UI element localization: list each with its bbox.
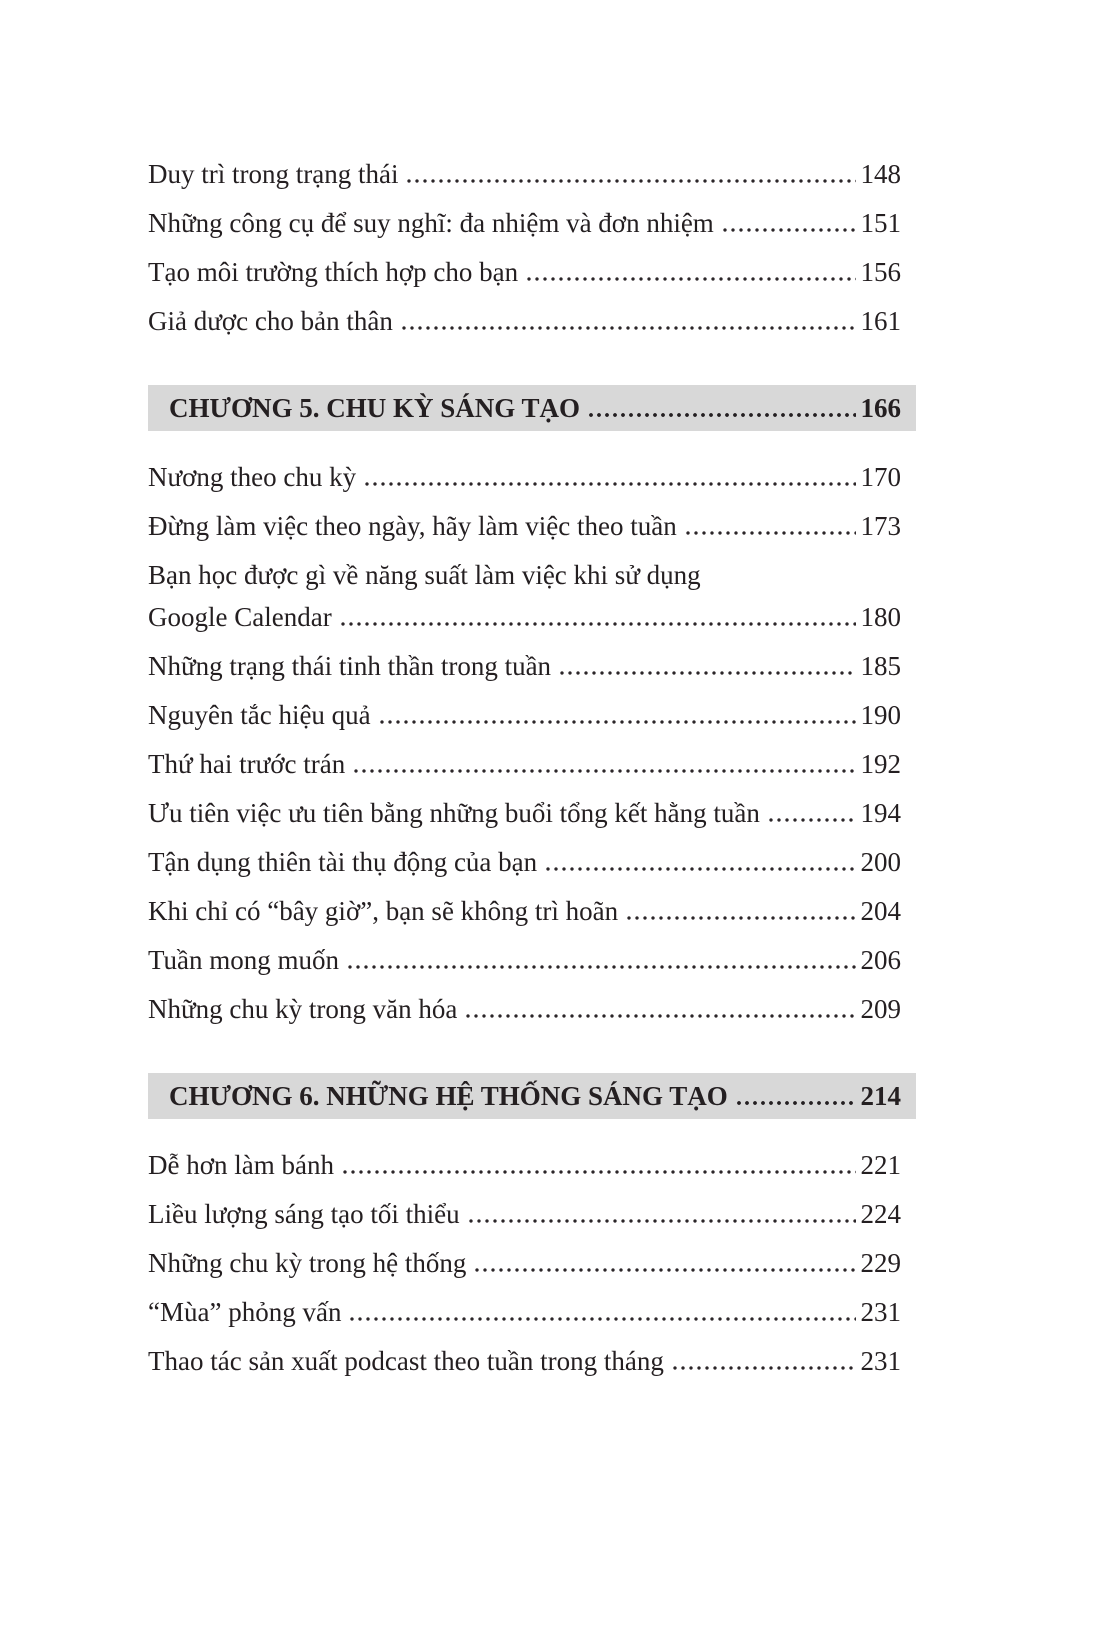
toc-entry xyxy=(148,158,916,190)
toc-entry-page: 161 xyxy=(860,306,901,336)
toc-entry-title: Thứ hai trước trán xyxy=(148,749,346,779)
toc-entry-page: 192 xyxy=(860,749,901,779)
toc-entry xyxy=(148,510,916,542)
chapter-heading xyxy=(148,1073,916,1119)
toc-entry-title: Những trạng thái tinh thần trong tuần xyxy=(148,651,552,681)
toc-entry-title: Duy trì trong trạng thái xyxy=(148,159,399,189)
toc-entry-title: “Mùa” phỏng vấn xyxy=(148,1297,342,1327)
chapter-heading-page: 166 xyxy=(860,393,901,423)
toc-entry xyxy=(148,748,916,780)
dot-leader xyxy=(400,326,856,330)
toc-entry-page: 151 xyxy=(860,208,901,238)
toc-entry xyxy=(148,650,916,682)
dot-leader xyxy=(363,482,855,486)
toc-entry-title: Những chu kỳ trong hệ thống xyxy=(148,1248,467,1278)
toc-entry xyxy=(148,699,916,731)
toc-entry xyxy=(148,895,916,927)
toc-entry-title: Dễ hơn làm bánh xyxy=(148,1150,334,1180)
toc-entry-page: 231 xyxy=(860,1346,901,1376)
chapter-heading-title: CHƯƠNG 6. NHỮNG HỆ THỐNG SÁNG TẠO xyxy=(169,1081,728,1111)
toc-entry-page: 194 xyxy=(860,798,901,828)
dot-leader xyxy=(721,228,856,232)
toc-entry xyxy=(148,944,916,976)
toc-entry-page: 190 xyxy=(860,700,901,730)
toc-entry-title-line2: Google Calendar xyxy=(148,602,332,632)
dot-leader xyxy=(405,179,855,183)
dot-leader xyxy=(684,531,856,535)
toc-entry-page: 148 xyxy=(860,159,901,189)
dot-leader xyxy=(339,622,856,626)
toc-entry xyxy=(148,256,916,288)
dot-leader xyxy=(378,720,856,724)
toc-entry-title: Nương theo chu kỳ xyxy=(148,462,357,492)
toc-entry xyxy=(148,993,916,1025)
dot-leader xyxy=(352,769,855,773)
dot-leader xyxy=(625,916,855,920)
dot-leader xyxy=(464,1014,855,1018)
toc-entry-page: 156 xyxy=(860,257,901,287)
chapter-heading-title: CHƯƠNG 5. CHU KỲ SÁNG TẠO xyxy=(169,393,581,423)
toc-entry-page: 224 xyxy=(860,1199,901,1229)
dot-leader xyxy=(587,413,855,417)
dot-leader xyxy=(767,818,856,822)
dot-leader xyxy=(558,671,855,675)
toc-entry xyxy=(148,1296,916,1328)
dot-leader xyxy=(671,1366,856,1370)
dot-leader xyxy=(525,277,855,281)
toc-entry-title: Khi chỉ có “bây giờ”, bạn sẽ không trì hoãn xyxy=(148,896,619,926)
toc-entry-title: Tận dụng thiên tài thụ động của bạn xyxy=(148,847,538,877)
dot-leader xyxy=(341,1170,856,1174)
toc-entry xyxy=(148,1247,916,1279)
toc-entry-title: Giả dược cho bản thân xyxy=(148,306,393,336)
toc-entry-page: 173 xyxy=(860,511,901,541)
toc-entry xyxy=(148,1198,916,1230)
toc-entry-title: Ưu tiên việc ưu tiên bằng những buổi tổng kết hằng tuần xyxy=(148,798,760,828)
toc-entry-title: Những chu kỳ trong văn hóa xyxy=(148,994,458,1024)
toc-entry-page: 231 xyxy=(860,1297,901,1327)
dot-leader xyxy=(348,1317,855,1321)
toc-entry xyxy=(148,1345,916,1377)
toc-entry-page: 206 xyxy=(860,945,901,975)
dot-leader xyxy=(473,1268,855,1272)
toc-entry xyxy=(148,559,916,633)
toc-entry-title: Thao tác sản xuất podcast theo tuần trong tháng xyxy=(148,1346,664,1376)
toc-entry xyxy=(148,207,916,239)
dot-leader xyxy=(735,1101,856,1105)
toc-entry xyxy=(148,461,916,493)
toc-entry-page: 229 xyxy=(860,1248,901,1278)
toc-entry-title: Nguyên tắc hiệu quả xyxy=(148,700,371,730)
toc-entry-page: 209 xyxy=(860,994,901,1024)
dot-leader xyxy=(346,965,855,969)
toc-entry-page: 200 xyxy=(860,847,901,877)
toc-entry-page: 221 xyxy=(860,1150,901,1180)
toc-entry xyxy=(148,1149,916,1181)
chapter-heading xyxy=(148,385,916,431)
toc-entry-title: Liều lượng sáng tạo tối thiểu xyxy=(148,1199,460,1229)
dot-leader xyxy=(467,1219,856,1223)
chapter-heading-page: 214 xyxy=(860,1081,901,1111)
toc-entry xyxy=(148,797,916,829)
toc-entry xyxy=(148,846,916,878)
toc-entry-page: 180 xyxy=(860,602,901,632)
toc-entry-title: Tuần mong muốn xyxy=(148,945,340,975)
dot-leader xyxy=(544,867,855,871)
toc-entry-title-line1: Bạn học được gì về năng suất làm việc khi sử dụng xyxy=(148,560,701,590)
toc-entry-page: 170 xyxy=(860,462,901,492)
toc-entry-title: Những công cụ để suy nghĩ: đa nhiệm và đơn nhiệm xyxy=(148,208,714,238)
toc-entry xyxy=(148,305,916,337)
toc-entry-title: Tạo môi trường thích hợp cho bạn xyxy=(148,257,519,287)
toc-entry-title: Đừng làm việc theo ngày, hãy làm việc theo tuần xyxy=(148,511,677,541)
toc-entry-page: 185 xyxy=(860,651,901,681)
toc-entry-page: 204 xyxy=(860,896,901,926)
